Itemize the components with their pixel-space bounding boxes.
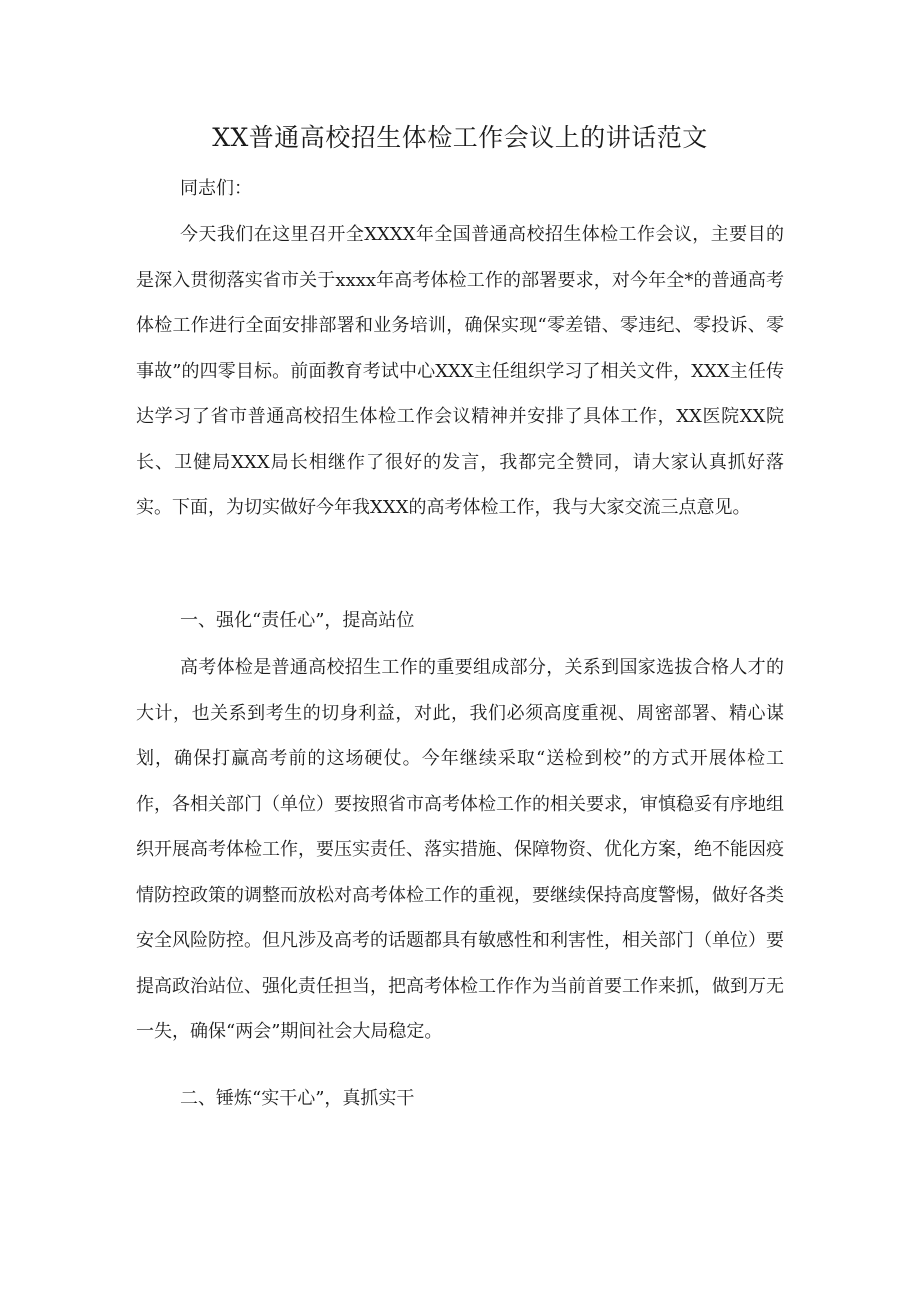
document-title: XX普通高校招生体检工作会议上的讲话范文 (212, 123, 708, 152)
section-heading-2: 二、锤炼“实干心”，真抓实干 (180, 1088, 415, 1109)
salutation: 同志们： (180, 178, 252, 199)
section-heading-1: 一、强化“责任心”，提高站位 (180, 610, 415, 631)
paragraph-section-1: 高考体检是普通高校招生工作的重要组成部分，关系到国家选拔合格人才的大计，也关系到考生的切身利益，对此，我们必须高度重视、周密部署、精心谋划，确保打赢高考前的这场硬仗。今年继续采取“送检到校”的方式开展体检工作，各相关部门（单位）要按照省市高考体检工作的相关要求，审慎稳妥有序地组织开展高考体检工作，要压实责任、落实措施、保障物资、优化方案，绝不能因疫情防控政策的调整而放松对高考体检工作的重视，要继续保持高度警惕，做好各类安全风险防控。但凡涉及高考的话题都具有敏感性和利害性，相关部门（单位）要提高政治站位、强化责任担当，把高考体检工作作为当前首要工作来抓，做到万无一失，确保“两会”期间社会大局稳定。 (136, 657, 784, 1042)
paragraph-intro: 今天我们在这里召开全XXXX年全国普通高校招生体检工作会议，主要目的是深入贯彻落实省市关于xxxx年高考体检工作的部署要求，对今年全*的普通高考体检工作进行全面安排部署和业务培训，确保实现“零差错、零违纪、零投诉、零事故”的四零目标。前面教育考试中心XXX主任组织学习了相关文件，XXX主任传达学习了省市普通高校招生体检工作会议精神并安排了具体工作，XX医院XX院长、卫健局XXX局长相继作了很好的发言，我都完全赞同，请大家认真抓好落实。下面，为切实做好今年我XXX的高考体检工作，我与大家交流三点意见。 (136, 224, 784, 518)
